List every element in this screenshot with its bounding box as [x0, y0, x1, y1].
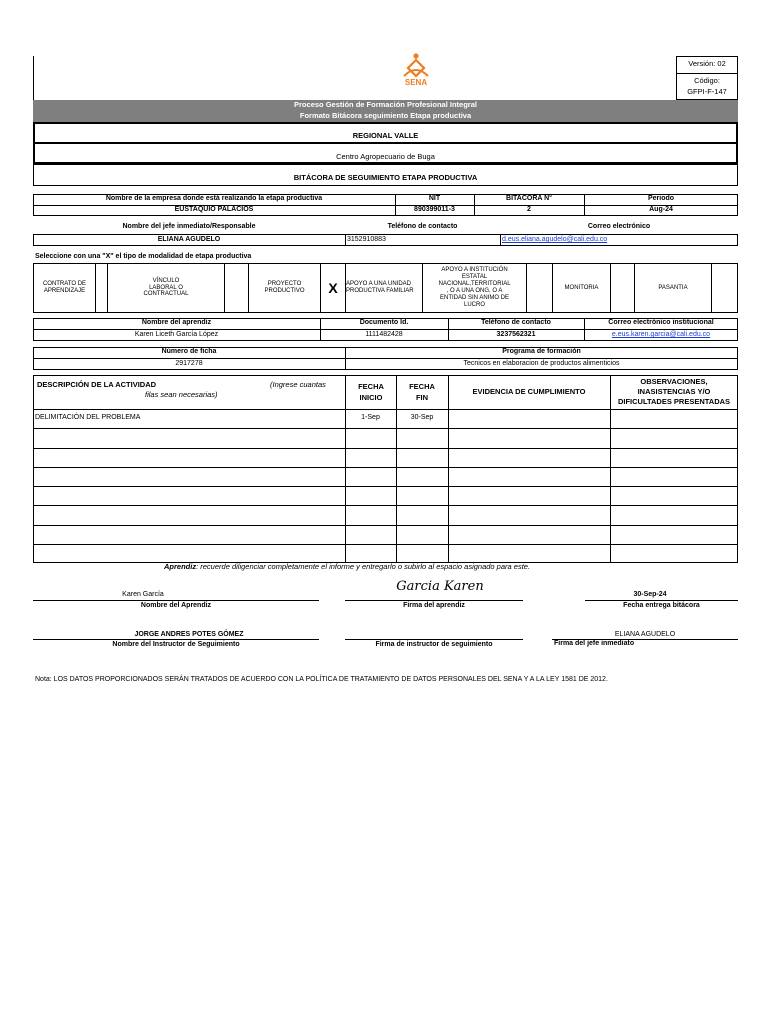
activity-evidence-cell	[448, 448, 610, 467]
activity-evidence-cell	[448, 486, 610, 505]
activity-start-cell: 1-Sep	[361, 414, 380, 422]
activity-end-cell	[396, 544, 448, 563]
document-header: Documento Id.	[359, 319, 409, 327]
activity-end-cell	[396, 486, 448, 505]
activity-end-cell	[396, 448, 448, 467]
modality-option-contrato: CONTRATO DE APRENDIZAJE	[42, 281, 87, 294]
activity-end-cell	[396, 428, 448, 447]
header-left-border	[33, 56, 34, 100]
apprentice-email-link[interactable]: e.eus.karen.garcia@cali.edu.co	[611, 330, 711, 338]
activity-start-cell	[345, 525, 396, 544]
activity-obs-cell	[610, 409, 738, 428]
form-title: BITÁCORA DE SEGUIMIENTO ETAPA PRODUCTIVA	[293, 172, 478, 182]
activity-end-cell: 30-Sep	[410, 414, 434, 422]
modality-sep-a	[95, 263, 96, 313]
activity-start-cell	[345, 486, 396, 505]
activity-desc-cell	[35, 448, 343, 467]
reminder-label: Aprendiz	[164, 562, 197, 571]
activity-obs-cell	[610, 544, 738, 563]
activity-start-cell	[345, 544, 396, 563]
process-title: Proceso Gestión de Formación Profesional Integral	[294, 100, 477, 110]
activity-end-cell	[396, 505, 448, 524]
activity-evidence-cell	[448, 467, 610, 486]
end-date-header: FECHA FIN	[409, 381, 435, 402]
modality-option-apoyo-familiar: APOYO A UNA UNIDAD PRODUCTIVA FAMILIAR	[346, 281, 414, 294]
modality-option-proyecto: PROYECTO PRODUCTIVO	[264, 281, 305, 294]
apprentice-document: 1111482428	[365, 330, 403, 338]
apprentice-phone-header: Teléfono de contacto	[481, 319, 551, 327]
boss-sep-2	[500, 234, 501, 246]
activity-desc-cell	[35, 467, 343, 486]
activity-desc-note-1: (Ingrese cuantas	[270, 380, 326, 389]
format-title: Formato Bitácora seguimiento Etapa productiva	[299, 111, 472, 121]
version-text: Versión: 02	[688, 59, 726, 69]
activity-evidence-cell	[448, 428, 610, 447]
company-name-header: Nombre de la empresa donde está realizando la etapa productiva	[105, 195, 323, 203]
apprentice-signature: Garcia Karen	[396, 578, 484, 594]
instructor-name: JORGE ANDRES POTES GÓMEZ	[134, 630, 244, 638]
apprentice-phone: 3237562321	[496, 330, 536, 338]
version-divider	[676, 73, 738, 74]
modality-mark-x[interactable]: X	[328, 279, 338, 296]
ficha-header: Número de ficha	[161, 348, 217, 356]
boss-name: ELIANA AGUDELO	[157, 235, 221, 243]
code-value: GFPI-F-147	[687, 86, 727, 96]
activity-obs-cell	[610, 467, 738, 486]
boss-signed-name: ELIANA AGUDELO	[614, 630, 676, 638]
modality-sep-h	[526, 263, 527, 313]
modality-option-pasantia: PASANTIA	[658, 284, 688, 291]
svg-text:SENA: SENA	[404, 78, 428, 87]
period-header: Periodo	[647, 195, 675, 203]
bitacora-number: 2	[527, 206, 531, 214]
activity-evidence-cell	[448, 505, 610, 524]
evidence-header: EVIDENCIA DE CUMPLIMIENTO	[472, 386, 586, 396]
activity-evidence-cell	[448, 409, 610, 428]
activity-desc-cell	[35, 544, 343, 563]
boss-signature-label: Firma del jefe inmediato	[554, 640, 635, 647]
program-header: Programa de formación	[502, 348, 581, 356]
modality-option-monitoria: MONITORIA	[564, 284, 599, 291]
activity-start-cell	[345, 428, 396, 447]
boss-phone: 3152910883	[347, 235, 386, 243]
company-name: EUSTAQUIO PALACIOS	[174, 206, 254, 214]
activity-obs-cell	[610, 505, 738, 524]
activity-obs-cell	[610, 448, 738, 467]
signature-label: Firma del aprendiz	[403, 601, 465, 609]
modality-instruction: Seleccione con una "X" el tipo de modalidad de etapa productiva	[35, 253, 252, 260]
instructor-signature-label: Firma de instructor de seguimiento	[375, 640, 493, 648]
nit-value: 890399011-3	[414, 206, 455, 214]
activity-desc-cell	[35, 428, 343, 447]
code-label: Código:	[694, 75, 720, 85]
apprentice-name-label: Nombre del Aprendiz	[140, 601, 212, 609]
modality-sep-c	[224, 263, 225, 313]
activity-desc-cell: DELIMITACIÓN DEL PROBLEMA	[35, 414, 141, 422]
reminder	[164, 562, 664, 572]
process-band	[33, 100, 738, 122]
activity-evidence-cell	[448, 544, 610, 563]
period-value: Aug-24	[649, 206, 673, 214]
modality-sep-j	[610, 263, 611, 313]
modality-sep-l	[711, 263, 712, 313]
activity-desc-cell	[35, 486, 343, 505]
observations-header: OBSERVACIONES, INASISTENCIAS Y/O DIFICULTADES PRESENTADAS	[617, 376, 731, 407]
activity-end-cell	[396, 467, 448, 486]
regional-title: REGIONAL VALLE	[352, 130, 419, 140]
activity-desc-header: DESCRIPCIÓN DE LA ACTIVIDAD	[37, 380, 157, 389]
instructor-label: Nombre del Instructor de Seguimiento	[112, 640, 240, 648]
activity-desc-cell	[35, 505, 343, 524]
sena-logo	[386, 52, 446, 92]
activity-start-cell	[345, 505, 396, 524]
boss-name-header: Nombre del jefe inmediato/Responsable	[122, 223, 256, 231]
modality-option-apoyo-institucion: APOYO A INSTITUCIÓN ESTATAL NACIONAL,TERRITORIAL , O A UNA ONG, O A ENTIDAD SIN ANIMO DE LUCRO	[438, 267, 511, 308]
delivery-date-label: Fecha entrega bitácora	[623, 601, 700, 609]
activity-obs-cell	[610, 525, 738, 544]
boss-sep-1	[345, 234, 346, 246]
sena-logo-icon	[386, 52, 446, 92]
activity-obs-cell	[610, 428, 738, 447]
activity-evidence-cell	[448, 525, 610, 544]
activity-end-cell	[396, 525, 448, 544]
center-name: Centro Agropecuario de Buga	[336, 151, 435, 161]
ficha-number: 2917278	[175, 359, 203, 367]
activity-desc-cell	[35, 525, 343, 544]
boss-email-header: Correo electrónico	[587, 223, 651, 231]
boss-email-link[interactable]: d.eus.eliana.agudelo@cali.edu.co	[502, 235, 608, 243]
privacy-note: Nota: LOS DATOS PROPORCIONADOS SERÁN TRATADOS DE ACUERDO CON LA POLÍTICA DE TRATAMIENTO DE DATOS PERSONALES DEL SENA Y A LA LEY 1581 DE 2012.	[35, 676, 608, 683]
reminder-text: : recuerde diligenciar completamente el informe y entregarlo o subirlo al espacio asignado para este.	[196, 562, 531, 571]
apprentice-name-header: Nombre del aprendiz	[141, 319, 212, 327]
apprentice-signed-name: Karen García	[122, 590, 164, 598]
delivery-date: 30-Sep-24	[633, 590, 667, 598]
modality-option-vinculo: VÍNCULO LABORAL O CONTRACTUAL	[143, 277, 189, 298]
bitacora-header: BITACORA N°	[506, 195, 552, 203]
activity-start-cell	[345, 467, 396, 486]
activity-obs-cell	[610, 486, 738, 505]
apprentice-email-header: Correo electrónico institucional	[608, 319, 714, 327]
program-name: Tecnicos en elaboracion de productos alimenticios	[463, 359, 620, 367]
start-date-header: FECHA INICIO	[358, 381, 384, 402]
activity-desc-note-2: filas sean necesarias)	[145, 390, 218, 399]
activity-start-cell	[345, 448, 396, 467]
apprentice-name: Karen Liceth García López	[134, 330, 219, 338]
boss-phone-header: Teléfono de contacto	[387, 223, 458, 231]
nit-header: NIT	[428, 195, 441, 203]
